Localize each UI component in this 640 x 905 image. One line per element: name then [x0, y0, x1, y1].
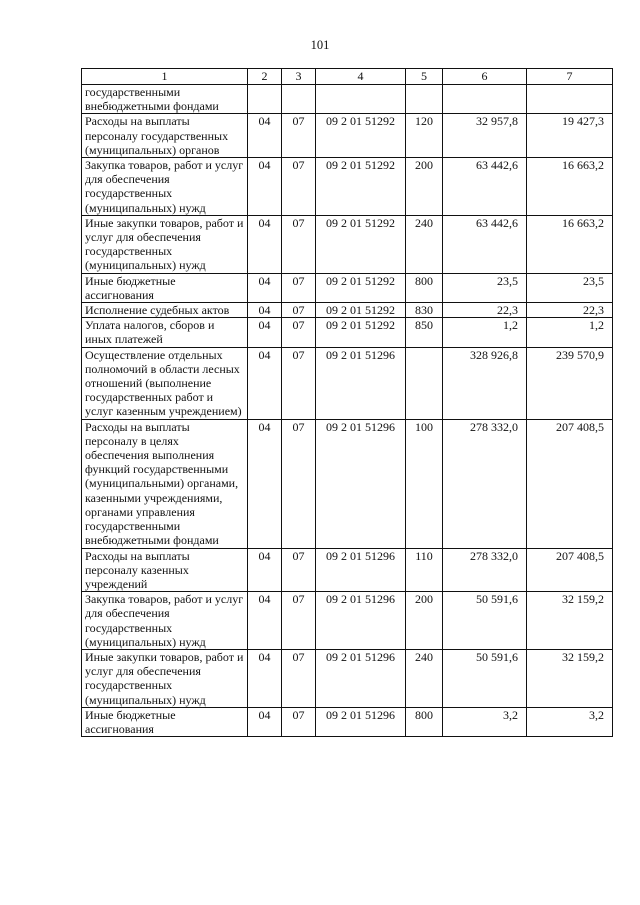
section-code: 04 [248, 114, 282, 158]
table-row [82, 85, 613, 114]
target-code: 09 2 01 51292 [316, 158, 406, 216]
subsection-code: 07 [282, 707, 316, 736]
amount-col6: 32 957,8 [443, 114, 527, 158]
target-code: 09 2 01 51292 [316, 318, 406, 347]
subsection-code: 07 [282, 215, 316, 273]
target-code: 09 2 01 51296 [316, 347, 406, 419]
row-name: Уплата налогов, сборов и иных платежей [82, 318, 248, 347]
subsection-code [282, 85, 316, 114]
table-row [82, 419, 613, 548]
header-row [82, 69, 613, 85]
table-row [82, 347, 613, 419]
subsection-code: 07 [282, 592, 316, 650]
amount-col6: 63 442,6 [443, 158, 527, 216]
row-name: Расходы на выплаты персоналу государственных (муниципальных) органов [82, 114, 248, 158]
page-number: 101 [310, 38, 330, 52]
column-header: 1 [82, 69, 248, 85]
expense-type-code: 850 [406, 318, 443, 347]
amount-col6 [443, 85, 527, 114]
amount-col6: 23,5 [443, 273, 527, 302]
column-header: 5 [406, 69, 443, 85]
amount-col7: 19 427,3 [527, 114, 613, 158]
amount-col7: 239 570,9 [527, 347, 613, 419]
amount-col6: 50 591,6 [443, 649, 527, 707]
column-header: 2 [248, 69, 282, 85]
expense-type-code: 100 [406, 419, 443, 548]
section-code [248, 85, 282, 114]
section-code: 04 [248, 273, 282, 302]
amount-col7: 32 159,2 [527, 649, 613, 707]
amount-col6: 278 332,0 [443, 419, 527, 548]
target-code: 09 2 01 51292 [316, 303, 406, 318]
section-code: 04 [248, 158, 282, 216]
amount-col6: 50 591,6 [443, 592, 527, 650]
amount-col6: 278 332,0 [443, 548, 527, 592]
subsection-code: 07 [282, 419, 316, 548]
amount-col7: 3,2 [527, 707, 613, 736]
subsection-code: 07 [282, 548, 316, 592]
row-name: Иные закупки товаров, работ и услуг для обеспечения государственных (муниципальных) нужд [82, 215, 248, 273]
amount-col6: 328 926,8 [443, 347, 527, 419]
row-name: Расходы на выплаты персоналу казенных учреждений [82, 548, 248, 592]
target-code: 09 2 01 51292 [316, 114, 406, 158]
table-row [82, 707, 613, 736]
table-row [82, 649, 613, 707]
section-code: 04 [248, 419, 282, 548]
row-name: Закупка товаров, работ и услуг для обеспечения государственных (муниципальных) нужд [82, 592, 248, 650]
section-code: 04 [248, 215, 282, 273]
amount-col6: 1,2 [443, 318, 527, 347]
subsection-code: 07 [282, 318, 316, 347]
section-code: 04 [248, 707, 282, 736]
section-code: 04 [248, 649, 282, 707]
amount-col6: 3,2 [443, 707, 527, 736]
target-code: 09 2 01 51292 [316, 215, 406, 273]
budget-table [81, 68, 613, 737]
amount-col7: 23,5 [527, 273, 613, 302]
table-row [82, 548, 613, 592]
expense-type-code: 120 [406, 114, 443, 158]
row-name: Расходы на выплаты персоналу в целях обеспечения выполнения функций государственными (муниципальными) органами, казенными учреждениями, органами управления государственными внебюджетными фондами [82, 419, 248, 548]
amount-col6: 22,3 [443, 303, 527, 318]
row-name: Осуществление отдельных полномочий в области лесных отношений (выполнение государственных работ и услуг казенным учреждением) [82, 347, 248, 419]
target-code [316, 85, 406, 114]
section-code: 04 [248, 548, 282, 592]
row-name: Исполнение судебных актов [82, 303, 248, 318]
expense-type-code: 830 [406, 303, 443, 318]
subsection-code: 07 [282, 273, 316, 302]
column-header: 3 [282, 69, 316, 85]
section-code: 04 [248, 303, 282, 318]
row-name: Закупка товаров, работ и услуг для обеспечения государственных (муниципальных) нужд [82, 158, 248, 216]
amount-col7: 1,2 [527, 318, 613, 347]
table-row [82, 273, 613, 302]
expense-type-code: 240 [406, 215, 443, 273]
row-name: государственными внебюджетными фондами [82, 85, 248, 114]
amount-col7: 16 663,2 [527, 215, 613, 273]
amount-col7 [527, 85, 613, 114]
target-code: 09 2 01 51296 [316, 548, 406, 592]
amount-col6: 63 442,6 [443, 215, 527, 273]
subsection-code: 07 [282, 114, 316, 158]
expense-type-code: 800 [406, 273, 443, 302]
row-name: Иные бюджетные ассигнования [82, 707, 248, 736]
row-name: Иные бюджетные ассигнования [82, 273, 248, 302]
row-name: Иные закупки товаров, работ и услуг для обеспечения государственных (муниципальных) нужд [82, 649, 248, 707]
expense-type-code: 200 [406, 592, 443, 650]
expense-type-code: 800 [406, 707, 443, 736]
column-header: 6 [443, 69, 527, 85]
target-code: 09 2 01 51296 [316, 707, 406, 736]
amount-col7: 207 408,5 [527, 548, 613, 592]
expense-type-code [406, 85, 443, 114]
amount-col7: 22,3 [527, 303, 613, 318]
section-code: 04 [248, 347, 282, 419]
table-row [82, 158, 613, 216]
expense-type-code [406, 347, 443, 419]
amount-col7: 207 408,5 [527, 419, 613, 548]
table-row [82, 114, 613, 158]
subsection-code: 07 [282, 649, 316, 707]
subsection-code: 07 [282, 303, 316, 318]
table-row [82, 318, 613, 347]
target-code: 09 2 01 51296 [316, 649, 406, 707]
target-code: 09 2 01 51292 [316, 273, 406, 302]
amount-col7: 16 663,2 [527, 158, 613, 216]
target-code: 09 2 01 51296 [316, 592, 406, 650]
column-header: 7 [527, 69, 613, 85]
column-header: 4 [316, 69, 406, 85]
table-row [82, 592, 613, 650]
section-code: 04 [248, 318, 282, 347]
subsection-code: 07 [282, 158, 316, 216]
expense-type-code: 240 [406, 649, 443, 707]
amount-col7: 32 159,2 [527, 592, 613, 650]
expense-type-code: 200 [406, 158, 443, 216]
target-code: 09 2 01 51296 [316, 419, 406, 548]
expense-type-code: 110 [406, 548, 443, 592]
subsection-code: 07 [282, 347, 316, 419]
table-row [82, 303, 613, 318]
table-row [82, 215, 613, 273]
section-code: 04 [248, 592, 282, 650]
